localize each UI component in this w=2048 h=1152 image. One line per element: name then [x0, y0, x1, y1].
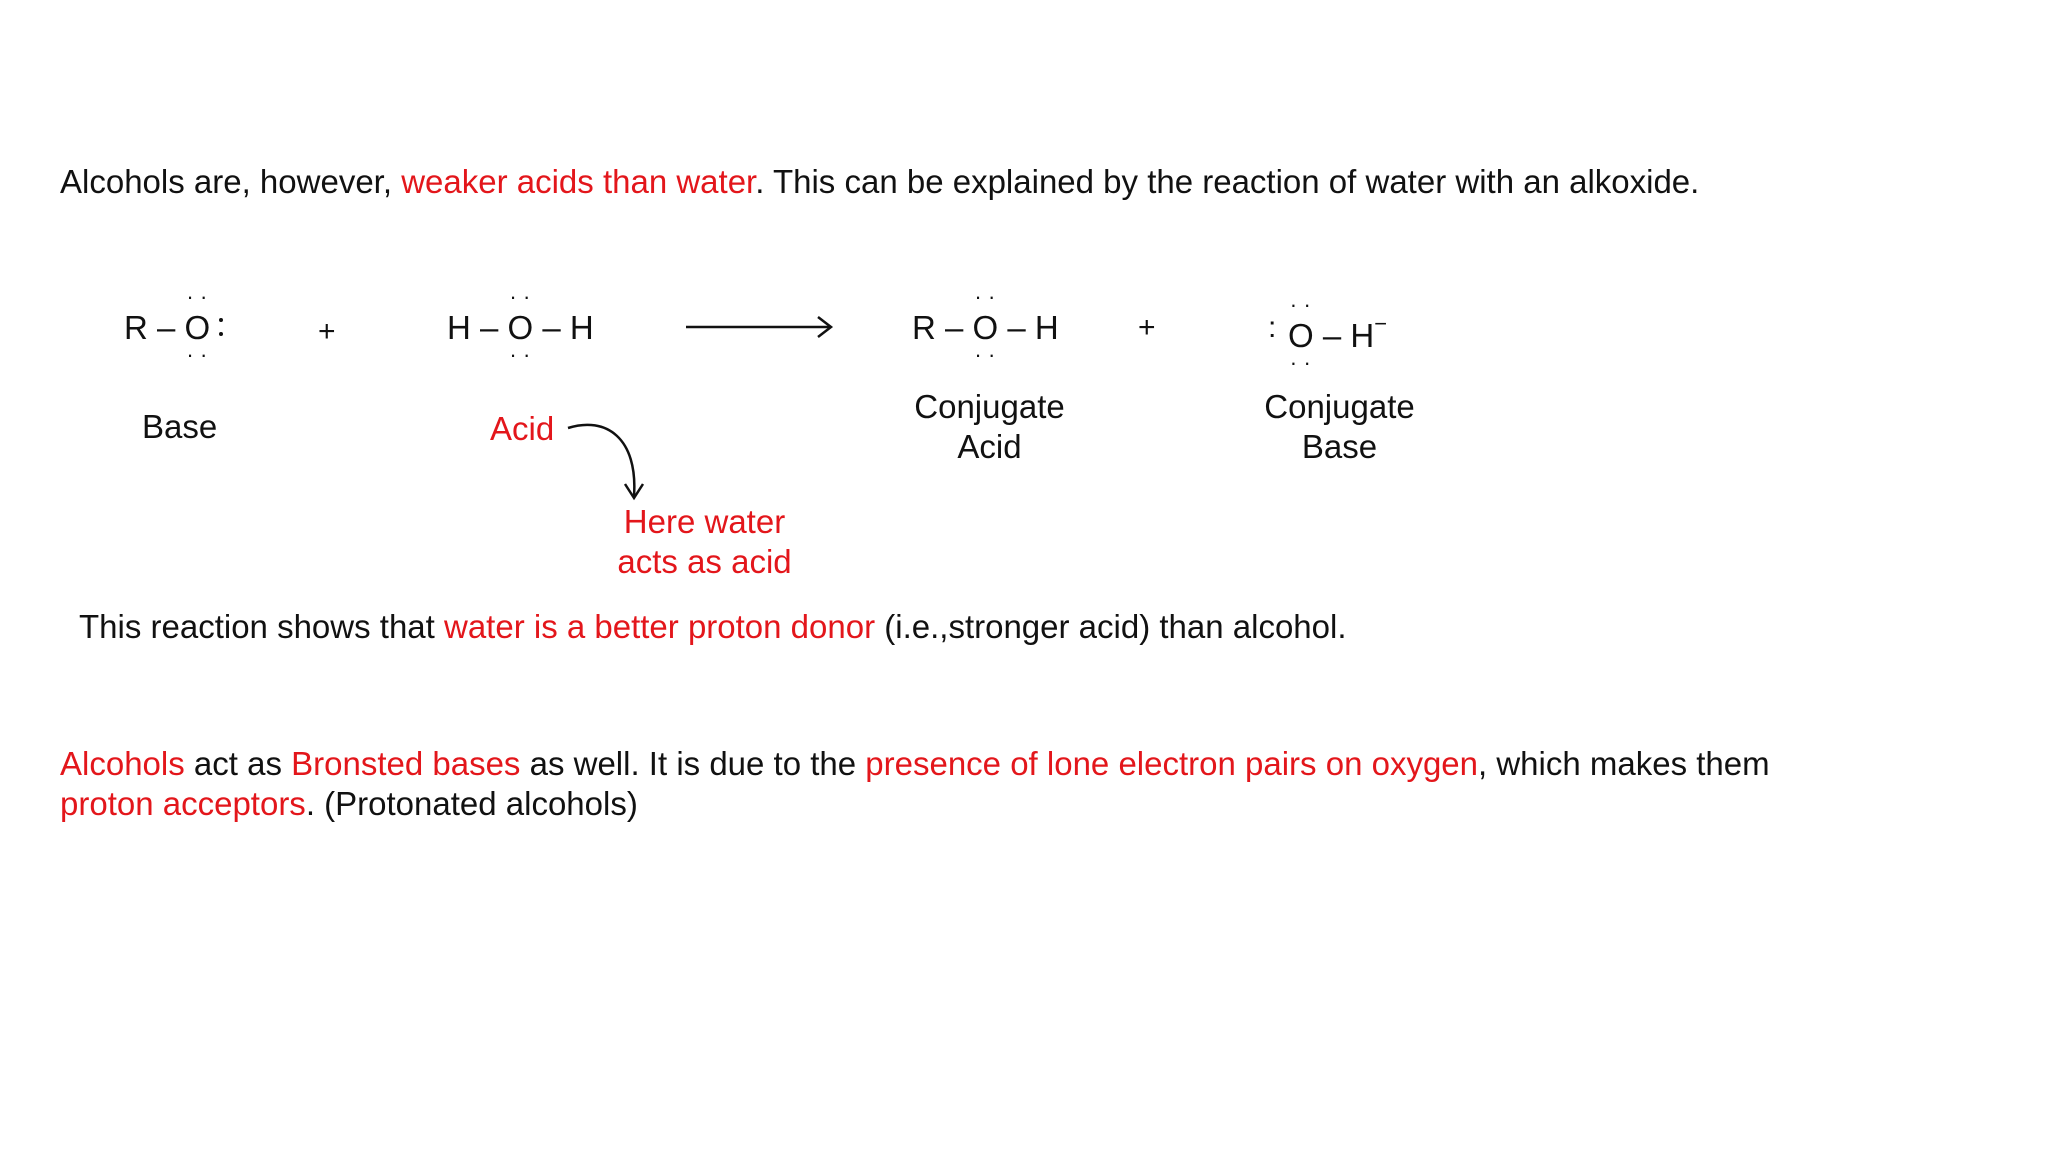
base-label: Base — [142, 408, 218, 445]
conjugate-acid-label — [912, 387, 1067, 467]
bronsted-t1: act as — [184, 745, 292, 782]
bronsted-t4: . (Protonated alcohols) — [305, 785, 638, 822]
negative-charge: − — [1374, 311, 1388, 336]
bronsted-t2: as well. It is due to the — [520, 745, 866, 782]
reaction-arrow — [686, 312, 836, 342]
annotation-curved-arrow — [566, 418, 666, 508]
plus-sign-2: + — [1138, 311, 1156, 344]
bronsted-line2 — [60, 784, 1770, 824]
conjugate-acid-label-line2: Acid — [957, 428, 1022, 465]
intro-paragraph — [60, 162, 1699, 202]
annotation-line1: Here water — [623, 503, 786, 540]
alkoxide-r-bond: R – — [124, 309, 185, 346]
alcohol-formula — [912, 308, 1059, 348]
bronsted-t3: , which makes them — [1478, 745, 1770, 782]
conclusion-paragraph — [79, 607, 1347, 647]
conclusion-text-pre: This reaction shows that — [79, 608, 444, 645]
bronsted-h3: presence of lone electron pairs on oxygen — [865, 745, 1479, 782]
water-h-bond-left: H – — [447, 309, 508, 346]
alkoxide-formula — [124, 308, 210, 348]
alcohol-r-bond: R – — [912, 309, 973, 346]
conclusion-highlight: water is a better proton donor — [444, 608, 876, 645]
hydroxide-oxygen: · · O · · — [1288, 316, 1314, 356]
acid-label: Acid — [490, 410, 555, 447]
alcohol-oxygen: · · O · · — [973, 308, 999, 348]
water-formula — [447, 308, 594, 348]
conjugate-base-label — [1262, 387, 1417, 467]
intro-text-pre: Alcohols are, however, — [60, 163, 402, 200]
conjugate-base-label-line2: Base — [1301, 428, 1378, 465]
hydroxide-h-bond: – H — [1313, 317, 1375, 354]
hydroxide-formula — [1288, 308, 1387, 356]
conclusion-text-post: (i.e.,stronger acid) than alcohol. — [875, 608, 1347, 645]
conjugate-acid-label-line1: Conjugate — [914, 388, 1065, 425]
bronsted-h2: Bronsted bases — [291, 745, 521, 782]
hydroxide-left-lone-pair: : — [1268, 311, 1277, 344]
water-oxygen: · · O · · — [508, 308, 534, 348]
alkoxide-right-lone-pair — [219, 312, 223, 342]
intro-text-post: . This can be explained by the reaction of water with an alkoxide. — [755, 163, 1700, 200]
plus-sign-1: + — [318, 315, 336, 348]
annotation-text — [612, 502, 797, 582]
bronsted-h1: Alcohols — [60, 745, 185, 782]
alcohol-h-bond: – H — [998, 309, 1059, 346]
intro-highlight: weaker acids than water — [401, 163, 756, 200]
bronsted-line1 — [60, 744, 1770, 784]
bronsted-paragraph — [60, 744, 1770, 824]
bronsted-h4: proton acceptors — [60, 785, 306, 822]
water-h-bond-right: – H — [533, 309, 594, 346]
annotation-line2: acts as acid — [617, 543, 792, 580]
alkoxide-oxygen: · · O · · — [185, 308, 211, 348]
conjugate-base-label-line1: Conjugate — [1264, 388, 1415, 425]
